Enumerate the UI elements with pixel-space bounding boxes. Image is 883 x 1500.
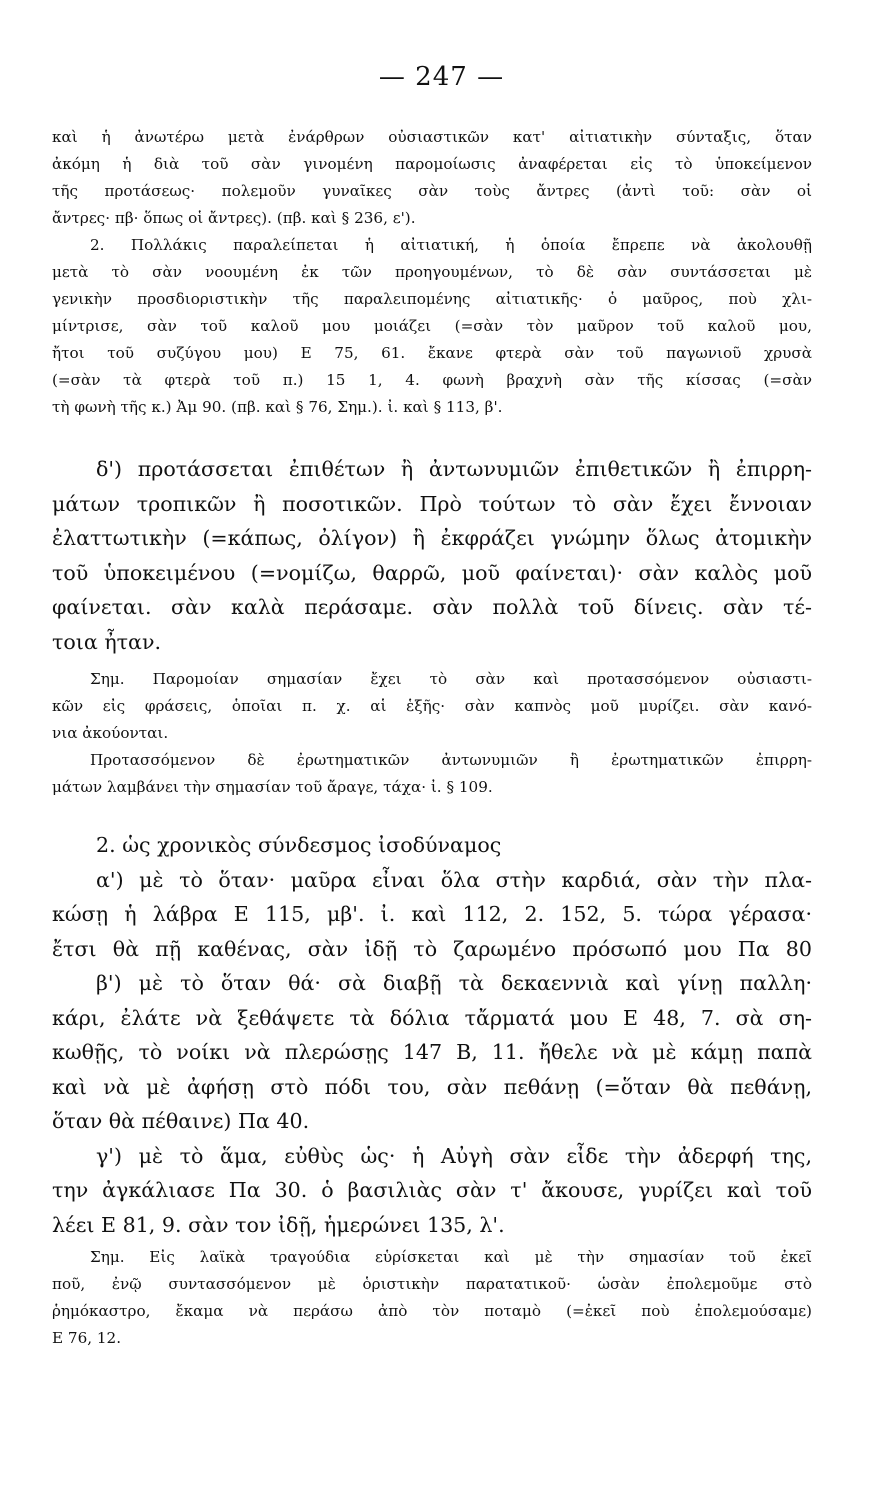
text-line: α') μὲ τὸ ὅταν· μαῦρα εἶναι ὅλα στὴν καρδιά, σὰν τὴν πλα- [96,867,812,892]
text-line: 2. ὡς χρονικὸς σύνδεσμος ἰσοδύναμος [96,833,502,857]
text-line: Προτασσόμενον δὲ ἐρωτηματικῶν ἀντωνυμιῶν ἢ ἐρωτηματικῶν ἐπιρρη- [90,751,812,769]
text-line: Σημ. Παρομοίαν σημασίαν ἔχει τὸ σὰν καὶ προτασσόμενον οὐσιαστι- [90,670,812,688]
note-paragraph-2 [52,1244,812,1352]
text-line: κώσῃ ἡ λάβρα Ε 115, μβ'. ἰ. καὶ 112, 2. 152, 5. τώρα γέρασα· [52,902,812,926]
text-line: λέει Ε 81, 9. σὰν τον ἰδῇ, ἡμερώνει 135, λ'. [52,1212,505,1237]
text-line: ἔτσι θὰ πῇ καθένας, σὰν ἰδῇ τὸ ζαρωμένο πρόσωπό μου Πα 80 [52,936,812,961]
text-line: κῶν εἰς φράσεις, ὁποῖαι π. χ. αἱ ἑξῆς· σὰν καπνὸς μοῦ μυρίζει. σὰν κανό- [52,697,812,715]
text-line: κάρι, ἐλάτε νὰ ξεθάψετε τὰ δόλια τἄρματά μου Ε 48, 7. σὰ ση- [52,1005,812,1030]
text-line: μίντρισε, σὰν τοῦ καλοῦ μου μοιάζει (=σὰν τὸν μαῦρον τοῦ καλοῦ μου, [52,317,812,335]
text-line: την ἀγκάλιασε Πα 30. ὁ βασιλιὰς σὰν τ' ἄκουσε, γυρίζει καὶ τοῦ [52,1178,812,1202]
text-line: ὅταν θὰ πέθαινε) Πα 40. [52,1109,310,1133]
text-line: δ') προτάσσεται ἐπιθέτων ἢ ἀντωνυμιῶν ἐπιθετικῶν ἢ ἐπιρρη- [96,457,812,481]
page-number: — 247 — [378,62,505,92]
text-line: 2. Πολλάκις παραλείπεται ἡ αἰτιατική, ἡ ὁποία ἔπρεπε νὰ ἀκολουθῇ [90,236,812,254]
text-line: μετὰ τὸ σὰν νοουμένη ἐκ τῶν προηγουμένων, τὸ δὲ σὰν συντάσσεται μὲ [52,263,812,281]
text-line: καὶ ἡ ἀνωτέρω μετὰ ἐνάρθρων οὐσιαστικῶν κατ' αἰτιατικὴν σύνταξις, ὅταν [52,128,812,146]
note-paragraph-1 [52,666,812,801]
paragraph-temporal-conjunction [52,828,812,1242]
text-line: μάτων τροπικῶν ἢ ποσοτικῶν. Πρὸ τούτων τὸ σὰν ἔχει ἔννοιαν [52,491,812,516]
text-line: β') μὲ τὸ ὅταν θά· σὰ διαβῇ τὰ δεκαεννιὰ καὶ γίνῃ παλλη· [96,971,812,995]
text-line: κωθῇς, τὸ νοίκι νὰ πλερώσῃς 147 Β, 11. ἤθελε νὰ μὲ κάμῃ παπὰ [52,1040,812,1064]
text-line: ἀκόμη ἡ διὰ τοῦ σὰν γινομένη παρομοίωσις ἀναφέρεται εἰς τὸ ὑποκείμενον [52,155,812,173]
text-line: φαίνεται. σὰν καλὰ περάσαμε. σὰν πολλὰ τοῦ δίνεις. σὰν τέ- [52,595,812,619]
text-line: γενικὴν προσδιοριστικὴν τῆς παραλειπομένης αἰτιατικῆς· ὁ μαῦρος, ποὺ χλι- [52,290,812,308]
text-line: τοῦ ὑποκειμένου (=νομίζω, θαρρῶ, μοῦ φαίνεται)· σὰν καλὸς μοῦ [52,560,812,585]
text-line: καὶ νὰ μὲ ἀφήσῃ στὸ πόδι του, σὰν πεθάνῃ (=ὅταν θὰ πεθάνῃ, [52,1074,812,1099]
text-line: νια ἀκούονται. [52,724,169,742]
text-line: μάτων λαμβάνει τὴν σημασίαν τοῦ ἄραγε, τάχα· ἰ. § 109. [52,778,493,796]
text-line: τοια ἦταν. [52,629,162,654]
paragraph-delta-adjectives [52,452,812,659]
text-line: γ') μὲ τὸ ἅμα, εὐθὺς ὡς· ἡ Αὐγὴ σὰν εἶδε τὴν ἀδερφή της, [96,1143,812,1168]
text-line: τῆς προτάσεως· πολεμοῦν γυναῖκες σὰν τοὺς ἄντρες (ἀντὶ τοῦ: σὰν οἱ [52,182,812,200]
text-line: ποῦ, ἐνῷ συντασσόμενον μὲ ὁριστικὴν παρατατικοῦ· ὡσὰν ἐπολεμοῦμε στὸ [52,1275,812,1293]
text-line: ἐλαττωτικὴν (=κάπως, ὀλίγον) ἢ ἐκφράζει γνώμην ὅλως ἀτομικὴν [52,526,812,550]
text-line: Ε 76, 12. [52,1329,122,1347]
text-line: ῥημόκαστρο, ἔκαμα νὰ περάσω ἀπὸ τὸν ποταμὸ (=ἐκεῖ ποὺ ἐπολεμούσαμε) [52,1302,812,1320]
text-line: ἤτοι τοῦ συζύγου μου) Ε 75, 61. ἔκανε φτερὰ σὰν τοῦ παγωνιοῦ χρυσὰ [52,344,812,362]
text-line: ἄντρες· πβ· ὅπως οἱ ἄντρες). (πβ. καὶ § 236, ε'). [52,209,416,227]
paragraph-syntax-accusative [52,124,812,421]
text-line: τὴ φωνὴ τῆς κ.) Ἀμ 90. (πβ. καὶ § 76, Σημ.). ἰ. καὶ § 113, β'. [52,398,503,416]
text-line: (=σὰν τὰ φτερὰ τοῦ π.) 15 1, 4. φωνὴ βραχνὴ σὰν τῆς κίσσας (=σὰν [52,371,812,389]
text-line: Σημ. Εἰς λαϊκὰ τραγούδια εὑρίσκεται καὶ μὲ τὴν σημασίαν τοῦ ἐκεῖ [90,1248,812,1266]
